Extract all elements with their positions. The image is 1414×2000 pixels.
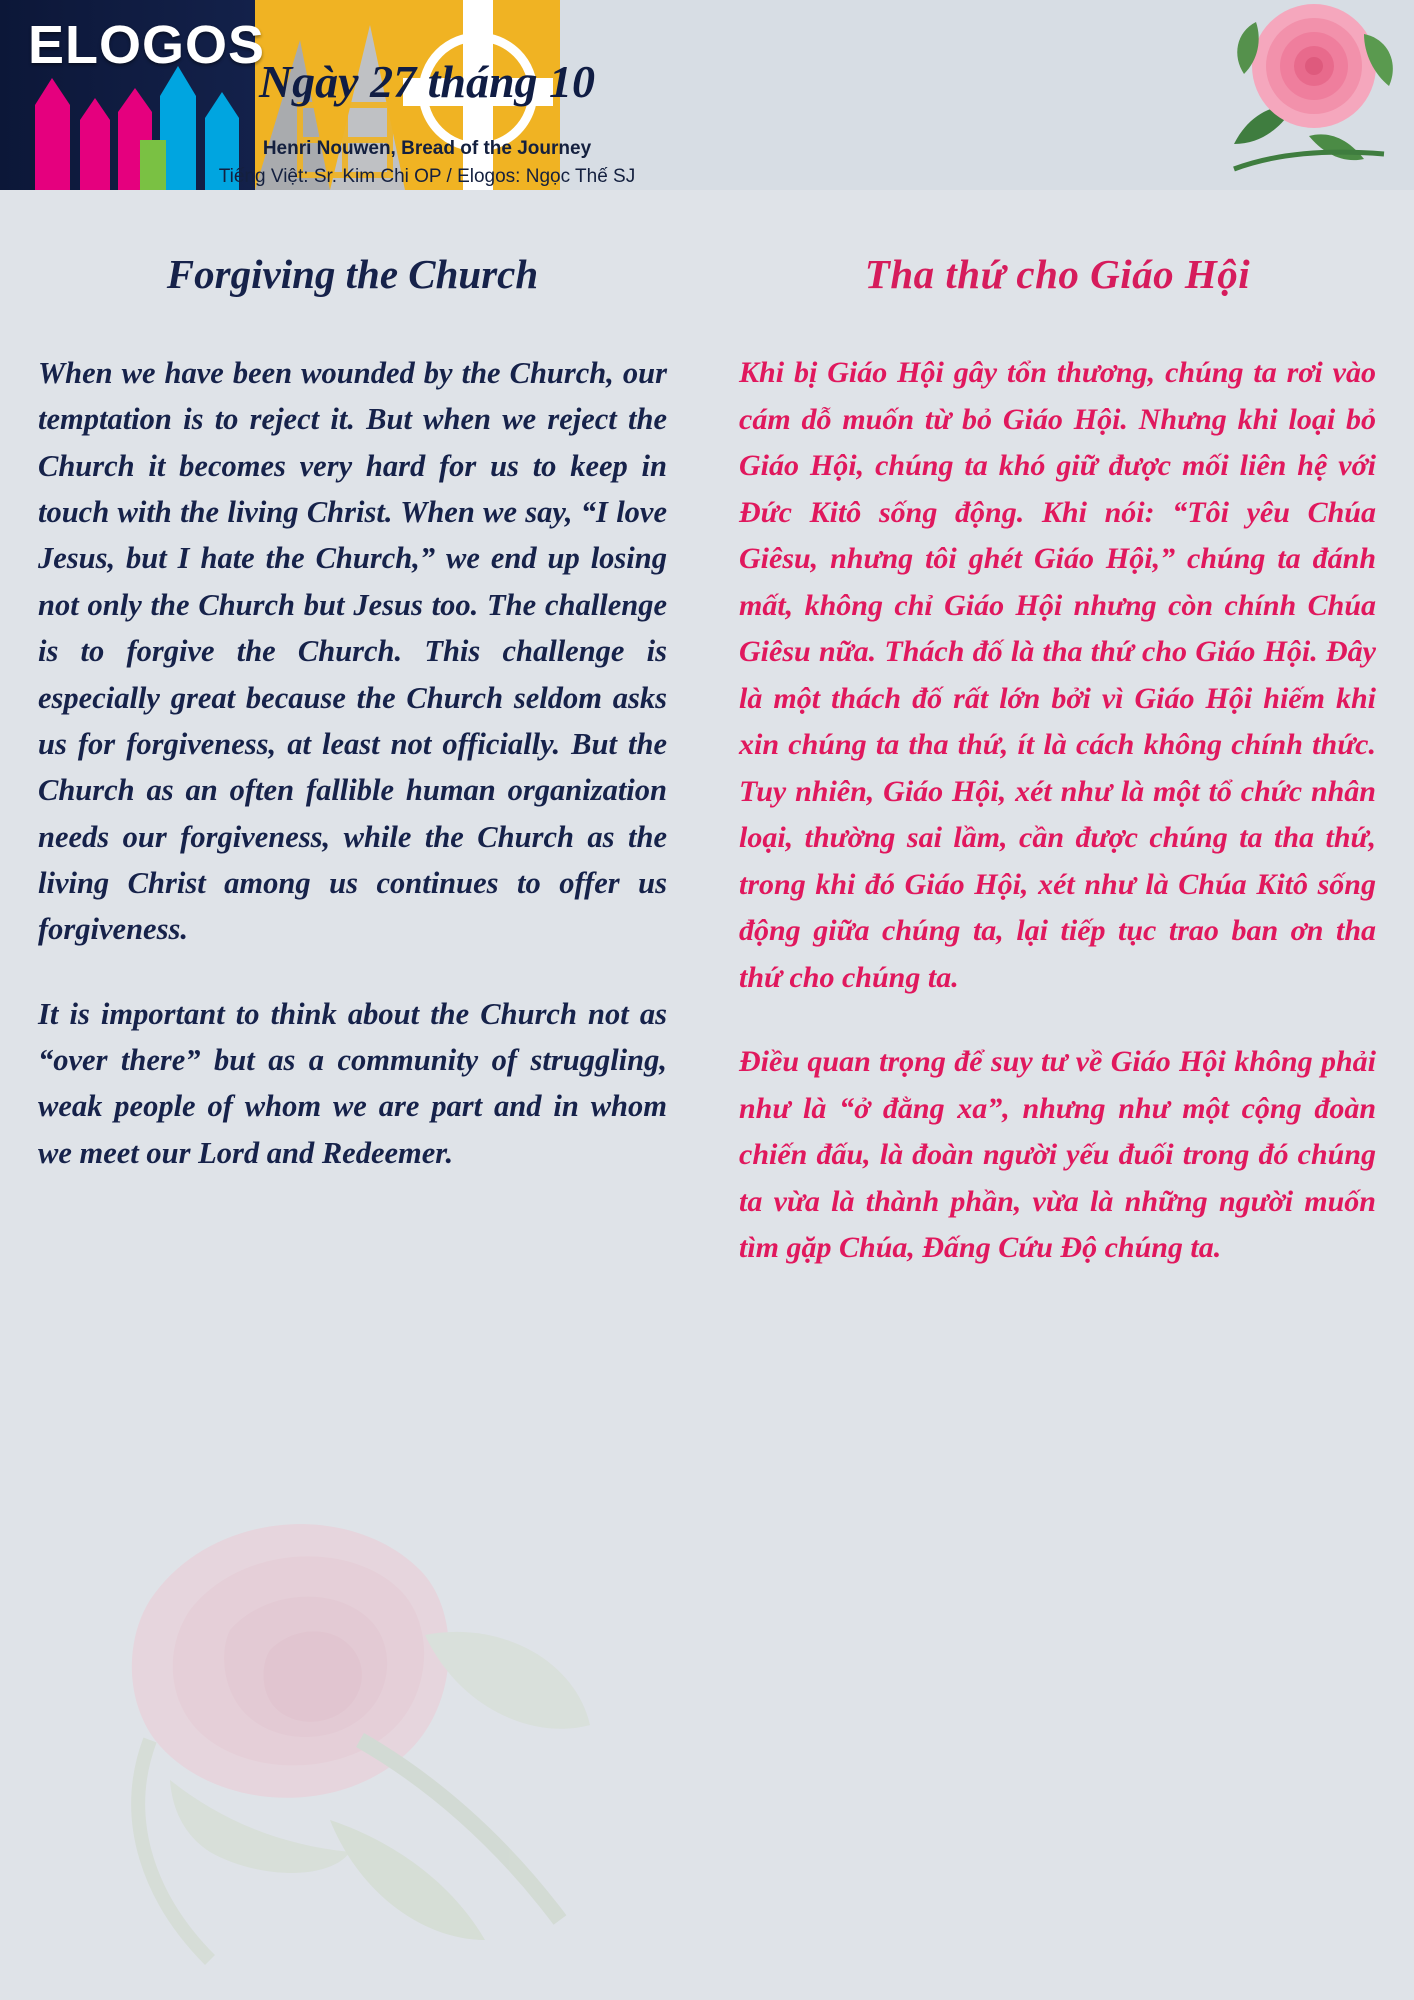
vietnamese-paragraph-1: Khi bị Giáo Hội gây tổn thương, chúng ta rơi vào cám dỗ muốn từ bỏ Giáo Hội. Nhưng khi loại bỏ Giáo Hội, chúng ta khó giữ được mối liên hệ với Đức Kitô sống động. Khi nói: “Tôi yêu Chúa Giêsu, nhưng tôi ghét Giáo Hội,” chúng ta đánh mất, không chỉ Giáo Hội nhưng còn chính Chúa Giêsu nữa. Thách đố là tha thứ cho Giáo Hội. Đây là một thách đố rất lớn bởi vì Giáo Hội hiếm khi xin chúng ta tha thứ, ít là cách không chính thức. Tuy nhiên, Giáo Hội, xét như là một tổ chức nhân loại, thường sai lầm, cần được chúng ta tha thứ, trong khi đó Giáo Hội, xét như là Chúa Kitô sống động giữa chúng ta, lại tiếp tục trao ban ơn tha thứ cho chúng ta. <box>739 356 1376 994</box>
vietnamese-title: Tha thứ cho Giáo Hội <box>864 251 1251 297</box>
header-source-credit: Henri Nouwen, Bread of the Journey <box>262 138 592 159</box>
header-translator-credit: Tiếng Việt: Sr. Kim Chi OP / Elogos: Ngọc Thế SJ <box>218 166 636 187</box>
vietnamese-paragraph-2: Điều quan trọng để suy tư về Giáo Hội không phải như là “ở đằng xa”, nhưng như một cộng đoàn chiến đấu, là đoàn người yếu đuối trong đó chúng ta vừa là thành phần, vừa là những người muốn tìm gặp Chúa, Đấng Cứu Độ chúng ta. <box>739 1045 1376 1264</box>
vietnamese-column <box>707 190 1414 2000</box>
page-header <box>0 0 1414 190</box>
english-column <box>0 190 707 2000</box>
header-date: Ngày 27 tháng 10 <box>258 56 596 107</box>
article-body <box>0 190 1414 2000</box>
english-paragraph-1: When we have been wounded by the Church, our temptation is to reject it. But when we reject the Church it becomes very hard for us to keep in touch with the living Christ. When we say, “I love Jesus, but I hate the Church,” we end up losing not only the Church but Jesus too. The challenge is to forgive the Church. This challenge is especially great because the Church seldom asks us for forgiveness, at least not officially. But the Church as an often fallible human organization needs our forgiveness, while the Church as the living Christ among us continues to offer us forgiveness. <box>38 356 667 947</box>
english-paragraph-2: It is important to think about the Church not as “over there” but as a community of struggling, weak people of whom we are part and in whom we meet our Lord and Redeemer. <box>38 996 667 1170</box>
rose-flower-icon <box>1214 0 1404 179</box>
elogos-logo-text: ELOGOS <box>28 15 266 75</box>
english-title: Forgiving the Church <box>166 251 539 297</box>
